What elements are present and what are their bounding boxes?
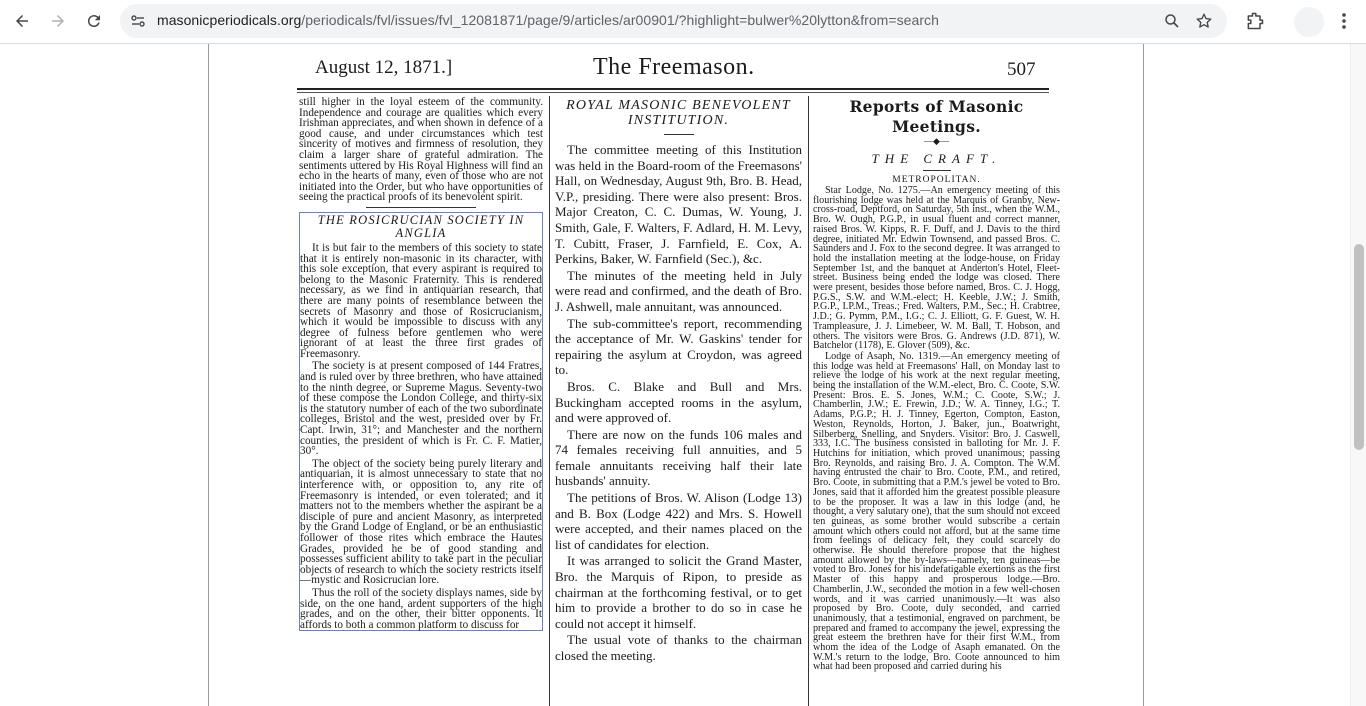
article-heading: ROYAL MASONIC BENEVOLENT INSTITUTION. <box>566 98 791 128</box>
paragraph: The petitions of Bros. W. Alison (Lodge 13) and B. Box (Lodge 422) and Mrs. S. Howell were accepted, and their names placed on the list of candidates for election. <box>555 490 802 552</box>
header-rule <box>297 88 1049 90</box>
address-bar[interactable] <box>120 4 1227 38</box>
paragraph: Thus the roll of the society displays names, side by side, on the one hand, ardent supporters of the high grades, and on the other, their bitter opponents. It affords to both a common platform to discuss for <box>300 586 542 631</box>
newspaper-page <box>297 44 1060 706</box>
back-button[interactable] <box>7 6 37 36</box>
scrollbar-thumb[interactable] <box>1354 244 1364 450</box>
bookmark-star-icon[interactable] <box>1195 12 1213 30</box>
column-2 <box>555 97 802 706</box>
paragraph: It was arranged to solicit the Grand Master, Bro. the Marquis of Ripon, to preside as chairman at the forthcoming festival, or to get him to provide a brother to do so in case he could not accept it himself. <box>555 553 802 631</box>
region-heading: METROPOLITAN. <box>892 175 981 185</box>
page-number: 507 <box>1007 59 1036 80</box>
paragraph: The minutes of the meeting held in July were read and confirmed, and the death of Bro. J. Ashwell, male annuitant, was announced. <box>555 267 802 314</box>
url-text[interactable] <box>157 12 939 28</box>
back-icon <box>13 12 31 30</box>
forward-icon <box>49 12 67 30</box>
separator <box>366 207 476 208</box>
paragraph: still higher in the loyal esteem of the community. Independence and courage are qualities which every Irishman appreciates, and when shown in defence of a good cause, and under circumstances which test sincerity of motives and firmness of resolution, they claim a larger share of grateful admiration. The sentiments uttered by His Royal Highness will find an echo in the hearts of many, even of those who are not initiated into the Order, but who have opportunities of seeing the practical proofs of its benevolent spirit. <box>299 97 543 204</box>
paragraph: The sub-committee's report, recommending the acceptance of Mr. W. Gaskins' tender for repairing the asylum at Croydon, was agreed to. <box>555 315 802 378</box>
reload-button[interactable] <box>79 6 109 36</box>
lodge-report: Star Lodge, No. 1275.—An emergency meeting of this flourishing lodge was held at the Marquis of Granby, New-cross-road, Deptford, on Saturday, 5th inst., when the W.M., Bro. W. Ough, P.G.P., in usual fluent and correct manner, raised Bros. W. Kipps, R. F. Duff, and J. Davis to the third degree, initiated Mr. Edwin Townsend, and passed Bros. C. Saunders and J. Fox to the second degree. It was arranged to hold the installation meeting at the lodge-house, on Friday September 1st, and the banquet at Anderton's Hotel, Fleet-street. Business being ended the lodge was closed. There were present, besides those before named, Bros. C. J. Hogg, P.G.S., S.W. and W.M.-elect; H. Keeble, J.W.; J. Smith, P.G.P., I.P.M., Treas.; Fred. Walters, P.M., Sec.; H. Crabtree, J.D.; G. Pymm, P.M., I.G.; C. J. Elliott, G. F. Guest, W. H. Trampleasure, J. J. Limebeer, W. M. Ball, T. Hobson, and others. The visitors were Bros. G. Andrews (J.D. 871), W. Batchelor (1178), E. Glover (509), &c. <box>813 185 1060 352</box>
highlighted-article[interactable] <box>299 212 543 631</box>
forward-button[interactable] <box>43 6 73 36</box>
profile-avatar[interactable] <box>1294 7 1324 37</box>
issue-date: August 12, 1871.] <box>315 57 453 78</box>
paragraph: The object of the society being purely literary and antiquarian, it is almost unnecessary to state that no interference with, or opposition to, any rite of Freemasonry is intended, or even tolerated; and it matters not to the members whether the aspirant be a disciple of pure and ancient Masonry, as interpreted by the Grand Lodge of England, or be an enthusiastic follower of those rites which embrace the Hautes Grades, provided he be of good standing and possesses sufficient ability to take part in the peculiar objects of research to which the society restricts itself—mystic and Rosicrucian lore. <box>300 457 542 587</box>
paragraph: Bros. C. Blake and Bull and Mrs. Buckingham accepted rooms in the asylum, and were approved of. <box>555 378 802 426</box>
reload-icon <box>85 12 103 30</box>
paragraph: It is but fair to the members of this society to state that it is entirely non-masonic in its character, with this sole exception, that every aspirant is required to belong to the Masonic Fraternity. This is rendered necessary, as we find in antiquarian research, that there are many points of resemblance between the secrets of Masonry and those of Rosicrucianism, which it would be impossible to discuss with any degree of fulness before gentlemen who were ignorant of at least the three first grades of Freemasonry. <box>300 241 542 360</box>
paragraph: The committee meeting of this Institution was held in the Board-room of the Freemasons' Hall, on Wednesday, August 9th, Bro. B. Head, V.P., presiding. There were also present: Bros. Major Creaton, C. C. Dumas, W. Young, J. Smith, Gale, F. Walters, F. Adlard, H. M. Levy, T. Cubitt, Fraser, J. Farnfield, E. Cox, A. Perkins, Baker, W. Farnfield (Sec.), &c. <box>555 142 802 267</box>
header-rule-thin <box>297 92 1049 93</box>
page-viewport <box>0 44 1350 706</box>
subsection-heading: THE CRAFT. <box>871 151 1002 166</box>
zoom-icon[interactable] <box>1163 12 1181 30</box>
browser-toolbar <box>0 0 1366 44</box>
menu-dots-icon[interactable] <box>1335 11 1353 31</box>
url-host: masonicperiodicals.org <box>157 12 302 28</box>
paragraph: The usual vote of thanks to the chairman closed the meeting. <box>555 632 802 663</box>
column-3 <box>813 97 1060 706</box>
paragraph: There are now on the funds 106 males and 74 females receiving full annuities, and 5 female annuitants receiving half their late husbands' annuity. <box>555 426 802 489</box>
paragraph: The society is at present composed of 144 Fratres, and is ruled over by three brethren, who have attained to the ninth degree, or Supreme Magus. Seventy-two of these compose the London College, and thirty-six is the statutory number of each of the two subordinate colleges, Bristol and the west, presided over by Fr. Capt. Irwin, 31°; and Manchester and the northern counties, the president of which is Fr. C. F. Matier, 30°. <box>300 360 542 458</box>
vertical-scrollbar[interactable] <box>1350 44 1366 706</box>
column-divider <box>808 96 809 706</box>
section-heading: Reports of Masonic Meetings. <box>849 97 1024 136</box>
separator <box>664 134 694 135</box>
site-info-icon <box>130 13 146 29</box>
site-info-button[interactable] <box>126 9 150 33</box>
masthead-title: The Freemason. <box>593 54 755 80</box>
article-heading: THE ROSICRUCIAN SOCIETY IN ANGLIA <box>317 212 525 240</box>
newspaper-page-image <box>208 44 1144 706</box>
ornament: —◆— <box>924 136 949 146</box>
separator <box>923 170 951 171</box>
url-path: /periodicals/fvl/issues/fvl_12081871/page/9/articles/ar00901/?highlight=bulwer%20lytton&from=search <box>301 12 939 28</box>
column-divider <box>549 96 550 706</box>
column-1 <box>299 97 543 706</box>
lodge-report: Lodge of Asaph, No. 1319.—An emergency meeting of this lodge was held at Freemasons' Hall, on Monday last to relieve the lodge of his work at the next regular meeting, being the installation of the W.M.-elect, Bro. C. Coote, S.W. Present: Bros. E. S. Jones, W.M.; C. Coote, S.W.; J. Chamberlin, J.W.; E. Frewin, J.D.; W. A. Tinney, I.G.; T. Adams, P.G.P.; H. J. Tinney, Egerton, Compton, Easton, Weston, Reynolds, Horton, J. Baker, jun., Boatwright, Silberberg, Snelling, and Snyders. Visitor: Bro. J. Caswell, 333, I.C. The business consisted in balloting for Mr. J. F. Hutchins for initiation, which proved unanimous; passing Bro. Reynolds, and raising Bro. J. A. Compton. The W.M. having entrusted the chair to Bro. Coote, P.M., and retired, Bro. Coote, in submitting that a P.M.'s jewel be voted to Bro. Jones, said that it afforded him the greatest possible pleasure to be the proposer. It was a law in this lodge (and, he thought, a very salutary one), that the sum should not exceed ten guineas, as some brother would subscribe a certain amount which others could not afford, but at the same time from feelings of delicacy felt, they could scarcely do otherwise. He should therefore propose that the highest amount allowed by the by-laws—namely, ten guineas—be voted to Bro. Jones for his indefatigable exertions as the first Master of this happy and prosperous lodge.—Bro. Chamberlin, J.W., seconded the motion in a few well-chosen words, and it was carried unanimously.—It was also proposed by Bro. Coote, duly seconded, and carried unanimously, that a testimonial, engraved on parchment, be prepared and framed to accompany the jewel, expressing the great esteem the brethren have for their first W.M., from whom the idea of the Lodge of Asaph emanated. On the W.M.'s return to the lodge, Bro. Coote announced to him what had been proposed and carried during his <box>813 350 1060 673</box>
extensions-icon[interactable] <box>1245 11 1265 31</box>
